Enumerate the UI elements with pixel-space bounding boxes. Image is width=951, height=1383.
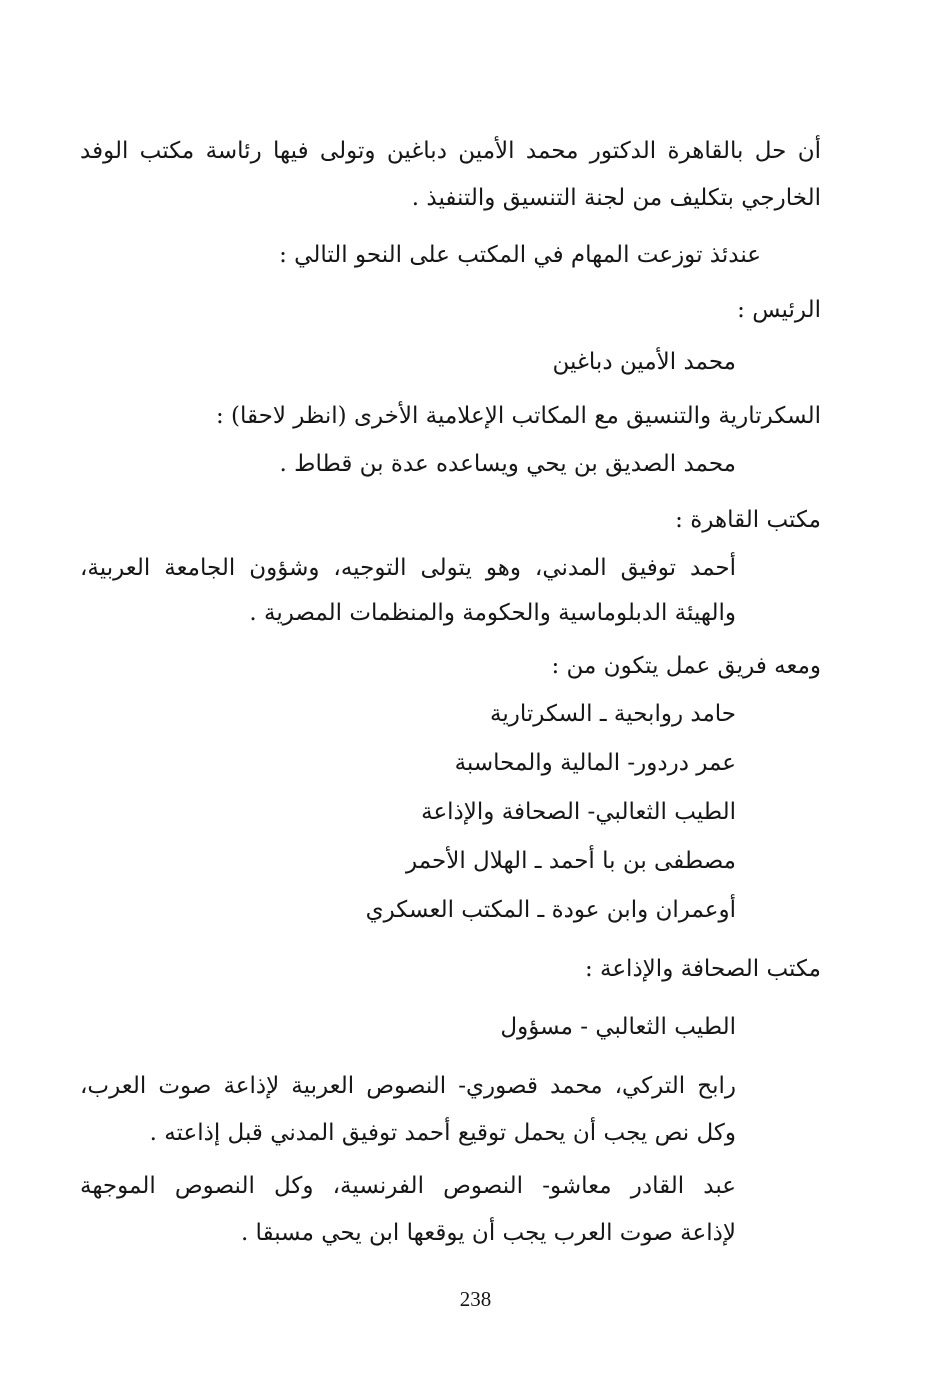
list-item-team-4: مصطفى بن با أحمد ـ الهلال الأحمر (406, 848, 736, 874)
list-item-team-5: أوعمران وابن عودة ـ المكتب العسكري (365, 897, 736, 923)
text-line-cairo-1: أحمد توفيق المدني، وهو يتولى التوجيه، وشؤون الجامعة العربية، (80, 555, 736, 581)
text-line-team-intro: ومعه فريق عمل يتكون من : (551, 653, 821, 679)
text-line-press-2: وكل نص يجب أن يحمل توقيع أحمد توفيق المدني قبل إذاعته . (149, 1120, 736, 1146)
text-line-3: عندئذ توزعت المهام في المكتب على النحو التالي : (279, 242, 761, 268)
list-item-team-2: عمر دردور- المالية والمحاسبة (454, 750, 736, 776)
text-line-press-1: رابح التركي، محمد قصوري- النصوص العربية لإذاعة صوت العرب، (80, 1073, 736, 1099)
list-item-team-1: حامد روابحية ـ السكرتارية (490, 701, 736, 727)
list-item-team-3: الطيب الثعالبي- الصحافة والإذاعة (421, 799, 736, 825)
text-line-secretariat-name: محمد الصديق بن يحي ويساعده عدة بن قطاط . (279, 451, 736, 477)
heading-press-office: مكتب الصحافة والإذاعة : (584, 956, 821, 982)
text-line-press-4: لإذاعة صوت العرب يجب أن يوقعها ابن يحي مسبقا . (240, 1220, 736, 1246)
heading-secretariat: السكرتارية والتنسيق مع المكاتب الإعلامية الأخرى (انظر لاحقا) : (215, 403, 821, 429)
text-line-2: الخارجي بتكليف من لجنة التنسيق والتنفيذ . (411, 185, 821, 211)
text-line-press-head: الطيب الثعالبي - مسؤول (500, 1014, 736, 1040)
text-line-1: أن حل بالقاهرة الدكتور محمد الأمين دباغين وتولى فيها رئاسة مكتب الوفد (80, 138, 821, 164)
heading-cairo-office: مكتب القاهرة : (675, 507, 821, 533)
text-line-president-name: محمد الأمين دباغين (552, 349, 736, 375)
page-number: 238 (459, 1287, 492, 1311)
heading-president: الرئيس : (737, 297, 821, 323)
text-line-cairo-2: والهيئة الدبلوماسية والحكومة والمنظمات المصرية . (249, 600, 736, 626)
text-line-press-3: عبد القادر معاشو- النصوص الفرنسية، وكل النصوص الموجهة (80, 1173, 736, 1199)
